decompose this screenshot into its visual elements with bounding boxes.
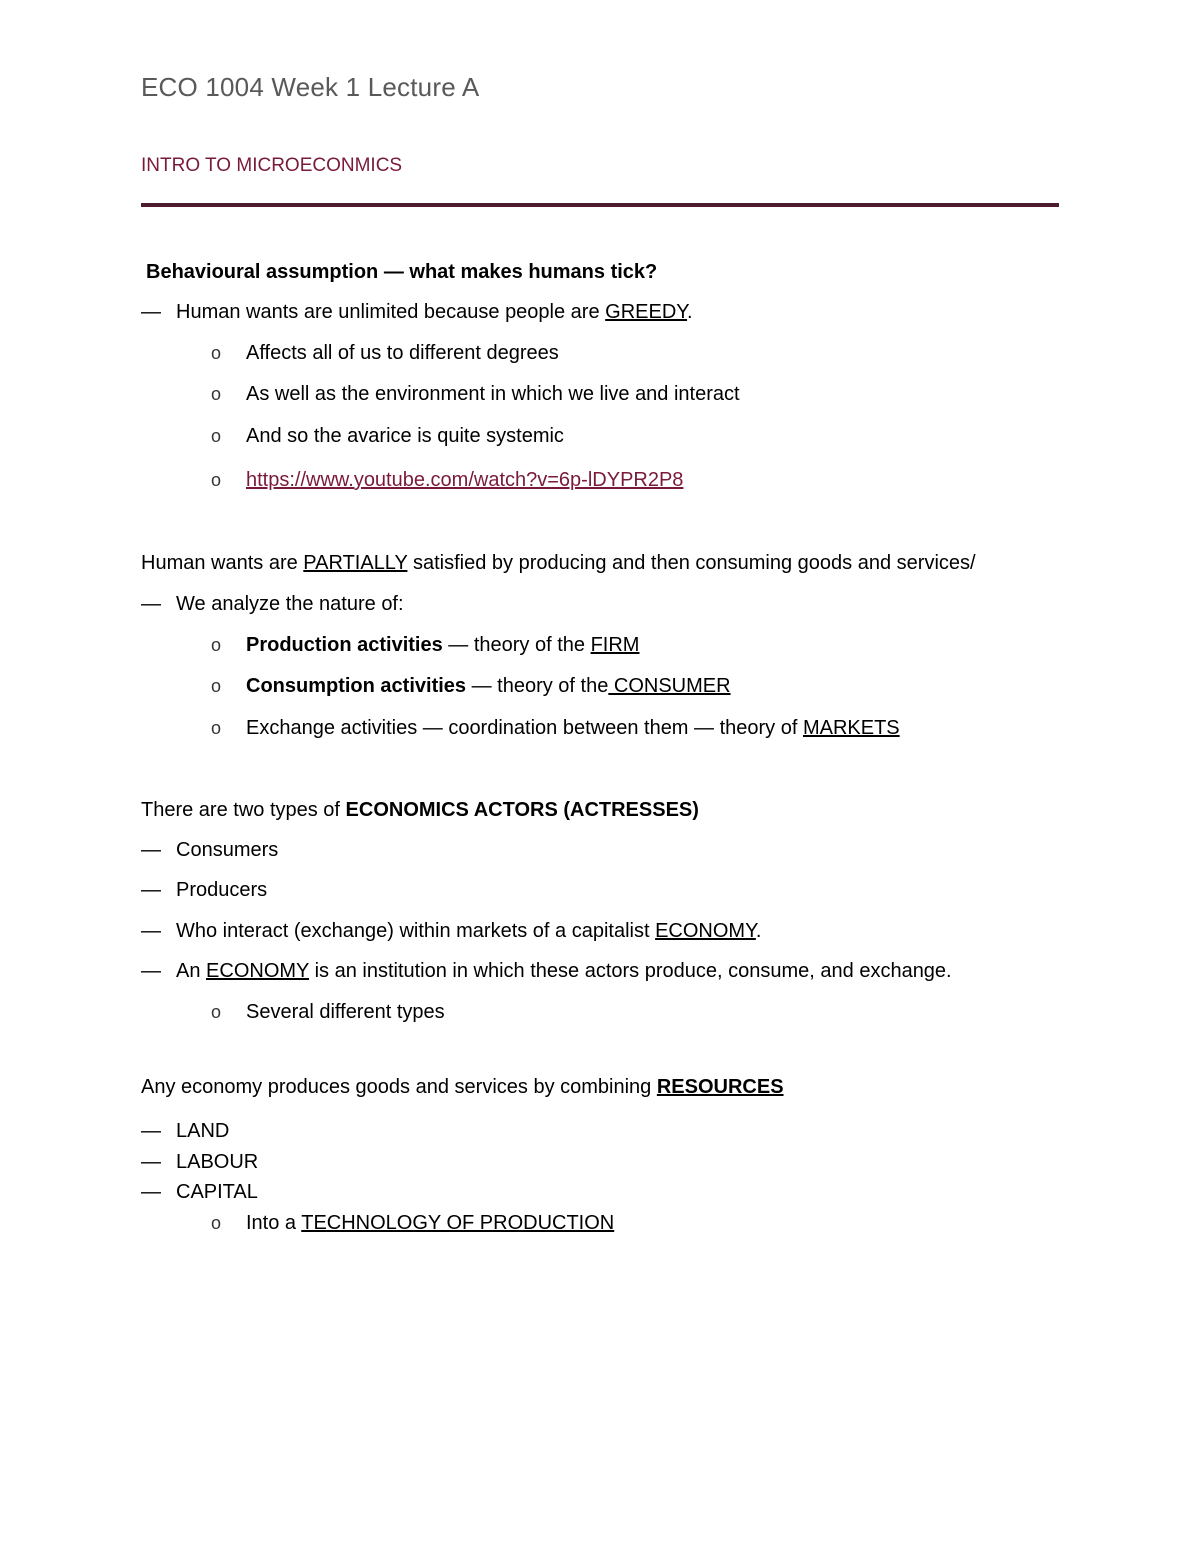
text-line-greedy: Human wants are unlimited because people are GREEDY. [176,301,693,323]
bullet-item-technology: Into a TECHNOLOGY OF PRODUCTION [246,1212,615,1234]
bullet-item: And so the avarice is quite systemic [246,425,564,447]
dash-marker: — [141,301,161,323]
bullet-marker: o [211,384,222,404]
bullet-item: Several different types [246,1001,445,1023]
emphasis-partially: PARTIALLY [303,552,408,574]
list-item: An ECONOMY is an institution in which these actors produce, consume, and exchange. [176,960,952,982]
dash-marker: — [141,1151,161,1173]
bullet-marker: o [211,343,222,363]
text-line-partially: Human wants are PARTIALLY satisfied by producing and then consuming goods and services/ [141,552,976,574]
bullet-marker: o [211,718,222,738]
dash-marker: — [141,839,161,861]
bullet-item-production: Production activities — theory of the FIRM [246,634,640,656]
list-item: Producers [176,879,268,901]
bullet-marker: o [211,1213,222,1233]
dash-marker: — [141,920,161,942]
document-subtitle: INTRO TO MICROECONMICS [141,155,403,176]
document-title: ECO 1004 Week 1 Lecture A [141,72,480,102]
bullet-marker: o [211,635,222,655]
bullet-marker: o [211,426,222,446]
youtube-link[interactable]: https://www.youtube.com/watch?v=6p-lDYPR2P8 [246,469,684,491]
section-heading-behaviour: Behavioural assumption — what makes humans tick? [146,261,658,283]
dash-marker: — [141,1120,161,1142]
emphasis-greedy: GREEDY [605,301,688,323]
bullet-marker: o [211,1002,222,1022]
list-item: Who interact (exchange) within markets of a capitalist ECONOMY. [176,920,762,942]
list-item: LAND [176,1120,230,1142]
bullet-item-exchange: Exchange activities — coordination between them — theory of MARKETS [246,717,900,739]
dash-marker: — [141,960,161,982]
list-item: Consumers [176,839,279,861]
title-divider [141,203,1059,207]
list-item: CAPITAL [176,1181,258,1203]
bullet-marker: o [211,470,222,490]
dash-marker: — [141,879,161,901]
dash-marker: — [141,1181,161,1203]
dash-marker: — [141,593,161,615]
text-line-analyze: We analyze the nature of: [176,593,404,615]
bullet-item: As well as the environment in which we live and interact [246,383,740,405]
bullet-item: Affects all of us to different degrees [246,342,559,364]
list-item: LABOUR [176,1151,259,1173]
text-line-resources: Any economy produces goods and services by combining RESOURCES [141,1076,784,1098]
text-line-actors: There are two types of ECONOMICS ACTORS (ACTRESSES) [141,799,699,821]
bullet-item-consumption: Consumption activities — theory of the CONSUMER [246,675,731,697]
bullet-marker: o [211,676,222,696]
